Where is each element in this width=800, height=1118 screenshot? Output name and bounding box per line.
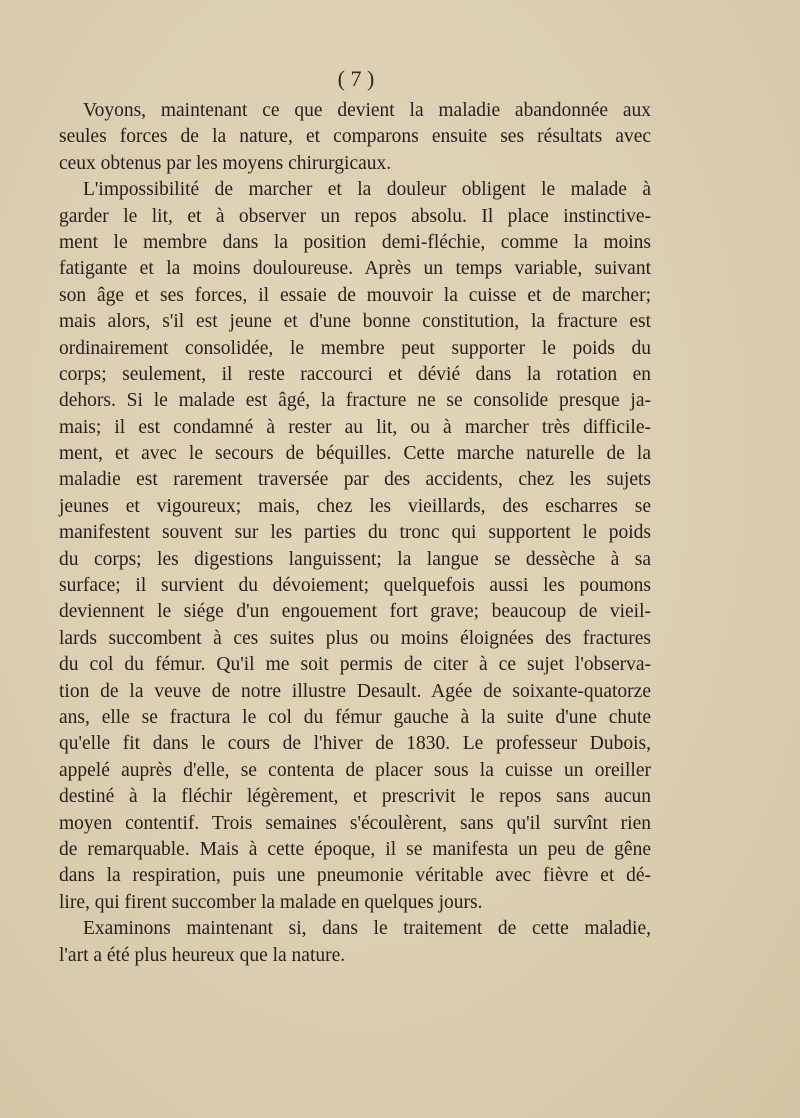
text-line: tion de la veuve de notre illustre Desault. Agée de soixante-quatorze xyxy=(59,680,651,702)
paragraph xyxy=(59,98,651,177)
text-line: l'art a été plus heureux que la nature. xyxy=(59,944,346,966)
text-line: maladie est rarement traversée par des accidents, chez les sujets xyxy=(59,469,651,491)
text-line: qu'elle fit dans le cours de l'hiver de 1830. Le professeur Dubois, xyxy=(59,733,651,755)
paragraph xyxy=(59,177,651,916)
text-line: du col du fémur. Qu'il me soit permis de citer à ce sujet l'observa- xyxy=(59,654,651,676)
text-line: mais alors, s'il est jeune et d'une bonne constitution, la fracture est xyxy=(59,311,651,333)
text-line: deviennent le siége d'un engouement fort grave; beaucoup de vieil- xyxy=(59,601,651,623)
text-line: destiné à la fléchir légèrement, et prescrivit le repos sans aucun xyxy=(59,786,651,808)
text-line: surface; il survient du dévoiement; quelquefois aussi les poumons xyxy=(59,575,651,597)
text-line: garder le lit, et à observer un repos absolu. Il place instinctive- xyxy=(59,205,651,227)
page-number: ( 7 ) xyxy=(337,66,375,91)
text-line: Voyons, maintenant ce que devient la maladie abandonnée aux xyxy=(83,100,651,121)
text-line: moyen contentif. Trois semaines s'écoulèrent, sans qu'il survînt rien xyxy=(59,812,651,834)
text-line: ment, et avec le secours de béquilles. Cette marche naturelle de la xyxy=(59,443,651,465)
text-line: dehors. Si le malade est âgé, la fracture ne se consolide presque ja- xyxy=(59,390,651,412)
text-line: ceux obtenus par les moyens chirurgicaux. xyxy=(59,152,392,174)
text-line: ordinairement consolidée, le membre peut supporter le poids du xyxy=(59,337,651,359)
text-line: mais; il est condamné à rester au lit, ou à marcher très difficile- xyxy=(59,416,651,438)
text-line: ans, elle se fractura le col du fémur gauche à la suite d'une chute xyxy=(59,706,651,728)
text-line: ment le membre dans la position demi-fléchie, comme la moins xyxy=(59,231,651,253)
text-line: Examinons maintenant si, dans le traitement de cette maladie, xyxy=(83,918,651,940)
text-line: du corps; les digestions languissent; la langue se dessèche à sa xyxy=(59,548,651,570)
text-line: L'impossibilité de marcher et la douleur obligent le malade à xyxy=(83,179,651,201)
text-line: jeunes et vigoureux; mais, chez les vieillards, des escharres se xyxy=(59,495,651,517)
body-text xyxy=(59,98,651,969)
text-line: corps; seulement, il reste raccourci et dévié dans la rotation en xyxy=(59,363,651,385)
text-line: appelé auprès d'elle, se contenta de placer sous la cuisse un oreiller xyxy=(59,759,651,781)
text-line: seules forces de la nature, et comparons ensuite ses résultats avec xyxy=(59,126,651,148)
text-line: manifestent souvent sur les parties du tronc qui supportent le poids xyxy=(59,522,651,544)
text-line: fatigante et la moins douloureuse. Après un temps variable, suivant xyxy=(59,258,651,280)
text-line: lards succombent à ces suites plus ou moins éloignées des fractures xyxy=(59,627,651,649)
text-line: lire, qui firent succomber la malade en quelques jours. xyxy=(59,891,483,913)
text-line: son âge et ses forces, il essaie de mouvoir la cuisse et de marcher; xyxy=(59,284,651,306)
paragraph xyxy=(59,916,651,969)
text-line: dans la respiration, puis une pneumonie véritable avec fièvre et dé- xyxy=(59,865,651,887)
text-line: de remarquable. Mais à cette époque, il se manifesta un peu de gêne xyxy=(59,838,651,860)
